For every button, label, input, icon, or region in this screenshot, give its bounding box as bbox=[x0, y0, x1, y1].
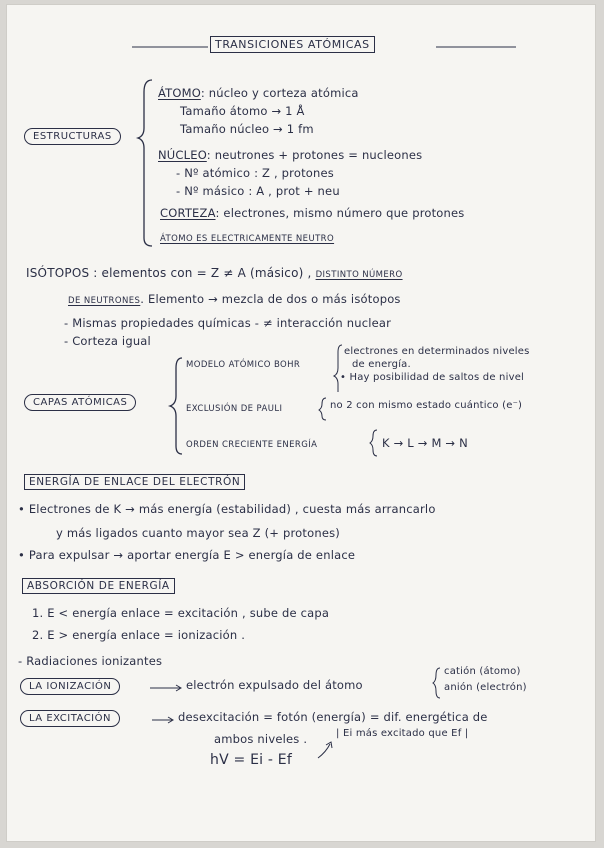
isotopos-line2: DE NEUTRONES. Elemento → mezcla de dos o más isótopos bbox=[68, 292, 401, 306]
cation-text: catión (átomo) bbox=[444, 666, 521, 677]
orden-text: K → L → M → N bbox=[382, 436, 468, 450]
bohr-electrones: electrones en determinados niveles bbox=[344, 346, 530, 357]
bohr-label: MODELO ATÓMICO BOHR bbox=[186, 360, 301, 370]
bohr-energia: de energía. bbox=[352, 359, 411, 370]
enlace-line3: • Para expulsar → aportar energía E > energía de enlace bbox=[18, 548, 356, 562]
atomo-line: ÁTOMO: núcleo y corteza atómica bbox=[158, 86, 359, 100]
nucleo-line: NÚCLEO: neutrones + protones = nucleones bbox=[158, 148, 423, 162]
pauli-label: EXCLUSIÓN DE PAULI bbox=[186, 404, 283, 414]
ionizacion-label: LA IONIZACIÓN bbox=[20, 678, 120, 695]
capas-label: CAPAS ATÓMICAS bbox=[24, 394, 136, 411]
estructuras-label: ESTRUCTURAS bbox=[24, 128, 121, 145]
page-title: TRANSICIONES ATÓMICAS bbox=[210, 36, 375, 53]
enlace-line1: • Electrones de K → más energía (estabilidad) , cuesta más arrancarlo bbox=[18, 502, 436, 516]
numero-atomico: - Nº atómico : Z , protones bbox=[176, 166, 334, 180]
absorcion-item1: 1. E < energía enlace = excitación , sube de capa bbox=[32, 606, 330, 620]
excitacion-label: LA EXCITACIÓN bbox=[20, 710, 120, 727]
bohr-saltos: • Hay posibilidad de saltos de nivel bbox=[340, 372, 525, 383]
corteza-line: CORTEZA: electrones, mismo número que protones bbox=[160, 206, 465, 220]
radiaciones-line: - Radiaciones ionizantes bbox=[18, 654, 163, 668]
isotopos-line: ISÓTOPOS : elementos con = Z ≠ A (másico) , DISTINTO NÚMERO bbox=[26, 266, 403, 280]
excitacion-note: | Ei más excitado que Ef | bbox=[336, 728, 469, 739]
isotopos-corteza: - Corteza igual bbox=[64, 334, 151, 348]
atomo-size: Tamaño átomo → 1 Å bbox=[180, 104, 305, 118]
enlace-line2: y más ligados cuanto mayor sea Z (+ protones) bbox=[56, 526, 340, 540]
enlace-heading: ENERGÍA DE ENLACE DEL ELECTRÓN bbox=[24, 474, 245, 490]
nucleo-size: Tamaño núcleo → 1 fm bbox=[180, 122, 314, 136]
excitacion-text: desexcitación = fotón (energía) = dif. energética de bbox=[178, 710, 488, 724]
orden-label: ORDEN CRECIENTE ENERGÍA bbox=[186, 440, 318, 450]
ionizacion-text: electrón expulsado del átomo bbox=[186, 678, 363, 692]
excitacion-text2: ambos niveles . bbox=[214, 732, 308, 746]
formula: hV = Ei - Ef bbox=[210, 752, 292, 768]
absorcion-heading: ABSORCIÓN DE ENERGÍA bbox=[22, 578, 175, 594]
absorcion-item2: 2. E > energía enlace = ionización . bbox=[32, 628, 246, 642]
numero-masico: - Nº másico : A , prot + neu bbox=[176, 184, 340, 198]
isotopos-propiedades: - Mismas propiedades químicas - ≠ interacción nuclear bbox=[64, 316, 392, 330]
anion-text: anión (electrón) bbox=[444, 682, 527, 693]
neutro-note: ÁTOMO ES ELECTRICAMENTE NEUTRO bbox=[160, 234, 335, 244]
pauli-text: no 2 con mismo estado cuántico (e⁻) bbox=[330, 400, 523, 411]
